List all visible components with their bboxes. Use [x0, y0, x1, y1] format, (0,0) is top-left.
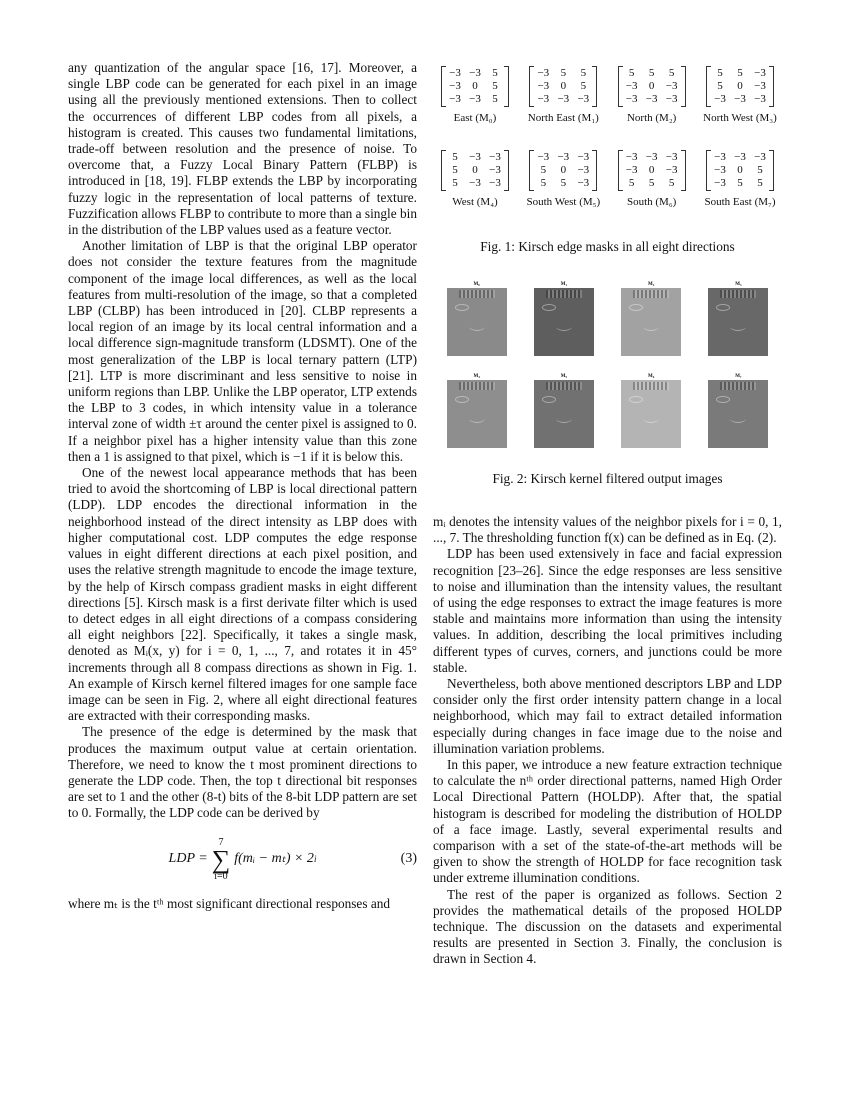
- matrix-cell: −3: [754, 93, 766, 105]
- matrix-cell: 5: [560, 177, 567, 190]
- mask-matrix: [441, 150, 509, 191]
- kirsch-mask: [433, 64, 517, 126]
- matrix-cell: 0: [472, 80, 478, 92]
- matrix-cell: 5: [668, 177, 675, 190]
- matrix-cell: −3: [754, 80, 766, 92]
- matrix-cell: 5: [668, 67, 675, 79]
- sum-lower: i=0: [214, 870, 228, 882]
- matrix-cell: 5: [492, 67, 498, 79]
- matrix-cell: 5: [717, 80, 723, 92]
- hair-texture: [720, 290, 756, 298]
- matrix-cell: −3: [537, 93, 550, 105]
- matrix-cell: −3: [537, 67, 550, 79]
- filtered-face-image: [534, 374, 594, 448]
- filtered-face-image: [708, 374, 768, 448]
- matrix-cell: 0: [648, 164, 655, 177]
- matrix-cell: 0: [472, 164, 478, 177]
- face-image: [534, 380, 594, 448]
- paragraph: where mₜ is the tᵗʰ most significant directional responses and: [68, 895, 391, 911]
- matrix-cell: 0: [560, 164, 567, 177]
- equation-body: f(mᵢ − mₜ) × 2: [234, 851, 314, 867]
- matrix-cell: 5: [580, 80, 587, 92]
- hair-texture: [633, 382, 669, 390]
- matrix-cell: 5: [492, 80, 498, 92]
- equation-3: [68, 832, 417, 888]
- matrix-cell: 5: [452, 164, 458, 177]
- summation: [212, 838, 231, 882]
- matrix-cell: −3: [557, 151, 570, 164]
- mask-matrix: [706, 66, 774, 107]
- image-row: [433, 374, 782, 448]
- mask-row: [433, 64, 782, 126]
- matrix-cell: 0: [560, 80, 567, 92]
- matrix-cell: −3: [469, 151, 481, 164]
- paragraph: LDP has been used extensively in face and facial expression recognition [23–26]. Since the edge responses are less sensitive to noise and illumination than the intensity values, the resultant of using the edge responses to extract the image features is more stable and maintains more information than using the intensity values. In addition, describing the local primitives including different types of curves, corners, and junctions could be more stable.: [433, 546, 782, 675]
- matrix-cell: 0: [737, 80, 743, 92]
- filtered-face-image: [447, 374, 507, 448]
- matrix-cell: −3: [489, 164, 501, 177]
- filtered-face-image: [621, 282, 681, 356]
- kirsch-mask: [610, 148, 694, 210]
- paragraph: any quantization of the angular space [16, 17]. Moreover, a single LBP code can be generated for each pixel in an image using all the previously mentioned extensions. Then to collect the occurrences of different LBP codes from all pixels, a histogram is created. This causes two fundamental limitations, trade-off between resolution and the presence of noise. To overcome that, a Fuzzy Local Binary Pattern (FLBP) is introduced in [18, 19]. FLBP extends the LBP by incorporating fuzzy logic in the representation of local patterns of texture. Fuzzification allows FLBP to contribute to more than a single bin in the distribution of the LBP values used as a feature vector.: [68, 60, 417, 238]
- face-image: [447, 288, 507, 356]
- matrix-cell: 5: [492, 93, 498, 105]
- image-title: M₂: [648, 282, 655, 287]
- mask-label: South East (M₇): [704, 196, 776, 209]
- matrix-cell: −3: [714, 151, 726, 164]
- matrix-cell: −3: [577, 164, 590, 177]
- matrix-cell: −3: [489, 177, 501, 190]
- matrix-cell: 5: [648, 67, 655, 79]
- mask-matrix: [529, 150, 597, 191]
- matrix-cell: 5: [452, 177, 458, 190]
- matrix-cell: −3: [754, 151, 766, 164]
- figure-1-caption: Fig. 1: Kirsch edge masks in all eight directions: [480, 239, 735, 254]
- matrix-cell: −3: [625, 151, 638, 164]
- hair-texture: [546, 382, 582, 390]
- image-row: [433, 282, 782, 356]
- matrix-cell: 0: [737, 164, 743, 177]
- face-image: [621, 380, 681, 448]
- paragraph: Nevertheless, both above mentioned descriptors LBP and LDP consider only the first order intensity pattern change in a local neighborhood, which may fail to extract detailed information especially during changes in face image due to the noise and illumination variation problems.: [433, 676, 782, 756]
- figure-filtered-images: [433, 282, 782, 466]
- figure-kirsch-masks: [433, 64, 782, 232]
- matrix-cell: −3: [449, 67, 461, 79]
- mask-matrix: [441, 66, 509, 107]
- sigma-icon: ∑: [211, 844, 231, 874]
- matrix-cell: −3: [665, 93, 678, 105]
- kirsch-mask: [521, 64, 605, 126]
- left-column: [68, 60, 417, 912]
- image-title: M₄: [473, 374, 480, 379]
- matrix-cell: −3: [645, 93, 658, 105]
- matrix-cell: −3: [537, 151, 550, 164]
- matrix-cell: −3: [734, 93, 746, 105]
- filtered-face-image: [534, 282, 594, 356]
- face-image: [447, 380, 507, 448]
- right-column: [433, 514, 782, 968]
- mask-label: South (M₆): [626, 196, 677, 209]
- kirsch-mask: [698, 64, 782, 126]
- matrix-cell: 5: [540, 177, 547, 190]
- hair-texture: [633, 290, 669, 298]
- matrix-cell: 5: [737, 177, 743, 190]
- mask-matrix: [529, 66, 597, 107]
- filtered-face-image: [708, 282, 768, 356]
- mask-label: North (M₂): [626, 112, 677, 124]
- matrix-cell: −3: [449, 93, 461, 105]
- paragraph: One of the newest local appearance methods that has been tried to avoid the shortcoming of LBP is local directional pattern (LDP). LDP encodes the directional information in the neighborhood instead of the direct intensity as LBP does with higher computational cost. LDP computes the edge response values in eight different directions at each pixel position, and uses the relative strength magnitude to encode the image texture, by the help of Kirsch compass gradient masks in eight different directions [5]. Kirsch mask is a first derivate filter which is used to detect edges in all eight directions of a compass considering all eight neighbors [22]. Specifically, it takes a single mask, denoted as Mᵢ(x, y) for i = 0, 1, ..., 7, and rotates it in 45° increments through all 8 compass directions as shown in Fig. 1. An example of Kirsch kernel filtered images for one sample face image can be seen in Fig. 2, where all eight directional features are extracted with their corresponding masks.: [68, 465, 417, 724]
- paragraph: The rest of the paper is organized as follows. Section 2 provides the mathematical details of the proposed HOLDP technique. The discussion on the datasets and experimental results are presented in Section 3. Finally, the conclusion is drawn in Section 4.: [433, 886, 782, 967]
- image-title: M₀: [473, 282, 480, 287]
- kirsch-mask: [698, 148, 782, 210]
- mask-label: West (M₄): [452, 196, 498, 209]
- matrix-cell: −3: [714, 164, 726, 177]
- image-title: M₅: [560, 374, 567, 379]
- image-title: M₇: [735, 374, 742, 379]
- matrix-cell: −3: [577, 177, 590, 190]
- paragraph: The presence of the edge is determined by the mask that produces the maximum output value at certain orientation. Therefore, we need to know the t most prominent directions to generate the LDP code. Then, the top t directional bit responses are set to 1 and the other (8-t) bits of the 8-bit LDP pattern are set to 0. Formally, the LDP code can be derived by: [68, 724, 417, 821]
- matrix-cell: −3: [714, 93, 726, 105]
- mask-matrix: [706, 150, 774, 191]
- matrix-cell: −3: [469, 67, 481, 79]
- matrix-cell: −3: [665, 151, 678, 164]
- hair-texture: [459, 290, 495, 298]
- matrix-cell: −3: [754, 67, 766, 79]
- matrix-cell: −3: [469, 93, 481, 105]
- matrix-cell: −3: [537, 80, 550, 92]
- paragraph: In this paper, we introduce a new feature extraction technique to calculate the nᵗʰ order directional patterns, named High Order Local Directional Pattern (HOLDP). After that, the spatial histogram is described for modeling the distribution of HOLDP of a face image. Lastly, several experimental results and comparison with a set of the state-of-the-art methods will be given to show the strength of HOLDP for face recognition task under extreme illumination conditions.: [433, 757, 782, 886]
- mask-label: North West (M₃): [703, 112, 777, 124]
- paragraph: mᵢ denotes the intensity values of the neighbor pixels for i = 0, 1, ..., 7. The thresholding function f(x) can be defined as in Eq. (2).: [433, 514, 782, 546]
- matrix-cell: −3: [665, 164, 678, 177]
- kirsch-mask: [433, 148, 517, 210]
- matrix-cell: −3: [665, 80, 678, 92]
- filtered-face-image: [621, 374, 681, 448]
- image-title: M₆: [648, 374, 655, 379]
- mask-label: North East (M₁): [527, 112, 599, 124]
- filtered-face-image: [447, 282, 507, 356]
- matrix-cell: −3: [625, 164, 638, 177]
- mask-matrix: [618, 150, 686, 191]
- matrix-cell: −3: [645, 151, 658, 164]
- equation-exponent: i: [313, 854, 317, 865]
- mask-matrix: [618, 66, 686, 107]
- matrix-cell: −3: [625, 93, 638, 105]
- face-image: [534, 288, 594, 356]
- matrix-cell: −3: [577, 93, 590, 105]
- hair-texture: [720, 382, 756, 390]
- kirsch-mask: [521, 148, 605, 210]
- figure-2-caption: Fig. 2: Kirsch kernel filtered output images: [492, 471, 723, 486]
- matrix-cell: −3: [489, 151, 501, 164]
- matrix-cell: 5: [628, 67, 635, 79]
- matrix-cell: 0: [648, 80, 655, 92]
- equation-lhs: LDP =: [168, 851, 208, 867]
- face-image: [708, 288, 768, 356]
- mask-row: [433, 148, 782, 210]
- matrix-cell: −3: [734, 151, 746, 164]
- matrix-cell: 5: [580, 67, 587, 79]
- mask-label: South West (M₅): [526, 196, 601, 209]
- matrix-cell: 5: [628, 177, 635, 190]
- matrix-cell: −3: [557, 93, 570, 105]
- matrix-cell: 5: [737, 67, 743, 79]
- matrix-cell: 5: [757, 164, 763, 177]
- matrix-cell: −3: [469, 177, 481, 190]
- hair-texture: [546, 290, 582, 298]
- matrix-cell: −3: [714, 177, 726, 190]
- face-image: [708, 380, 768, 448]
- matrix-cell: 5: [717, 67, 723, 79]
- equation-number: (3): [400, 851, 417, 867]
- mask-label: East (M₀): [453, 112, 497, 124]
- kirsch-mask: [610, 64, 694, 126]
- image-title: M₁: [560, 282, 567, 287]
- matrix-cell: 5: [452, 151, 458, 164]
- image-title: M₃: [735, 282, 742, 287]
- matrix-cell: 5: [540, 164, 547, 177]
- matrix-cell: −3: [625, 80, 638, 92]
- matrix-cell: 5: [648, 177, 655, 190]
- matrix-cell: −3: [449, 80, 461, 92]
- paragraph: Another limitation of LBP is that the original LBP operator does not consider the texture features from the magnitude component of the image local differences, as well as the local features from multi-resolution of the image, so that a completed LBP (CLBP) has been introduced in [20]. CLBP represents a local region of an image by its local central information and a local difference sign-magnitude transform (LDSMT). One of the most generalization of the LBP is local ternary pattern (LTP) [21]. LTP is more discriminant and less sensitive to noise in uniform regions than LBP. Unlike the LBP operator, LTP extends the LBP to 3 codes, in which intensity value in a tolerance interval zone of width ±τ around the center pixel is assigned to 0. If a neighbor pixel has a higher intensity value than this zone then a 1 is assigned to that pixel, which is −1 if it is below this.: [68, 238, 417, 464]
- matrix-cell: −3: [577, 151, 590, 164]
- matrix-cell: 5: [560, 67, 567, 79]
- sum-upper: 7: [218, 836, 224, 848]
- matrix-cell: 5: [757, 177, 763, 190]
- face-image: [621, 288, 681, 356]
- hair-texture: [459, 382, 495, 390]
